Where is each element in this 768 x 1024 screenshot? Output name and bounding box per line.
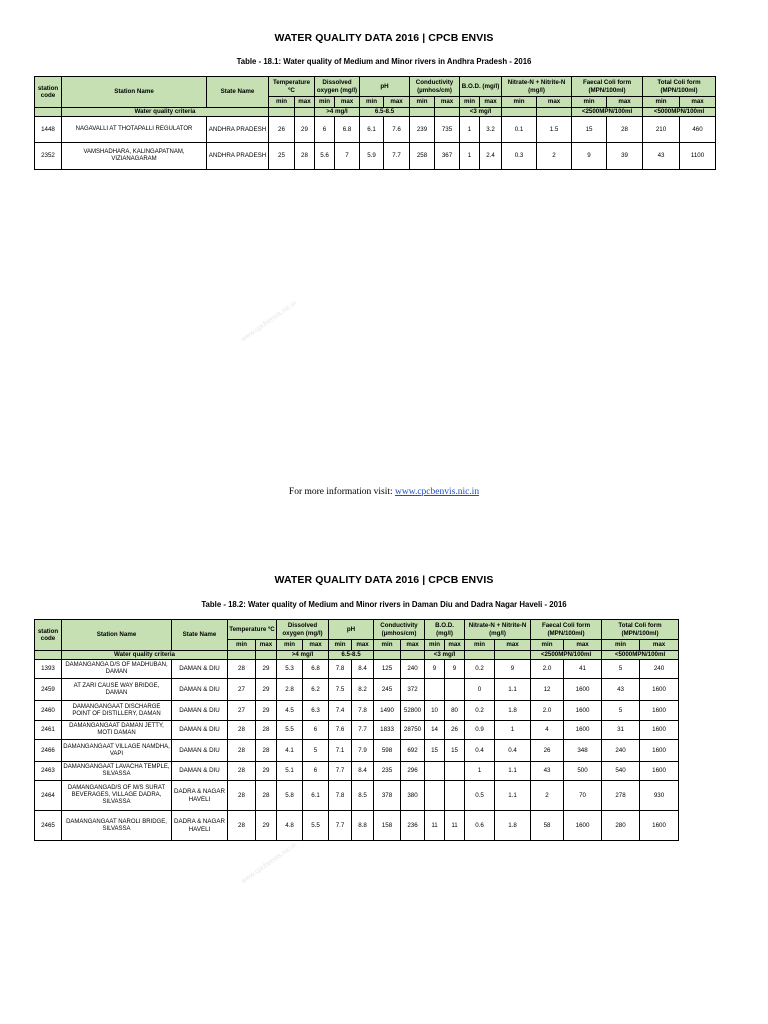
value-cell: 7.1 [329, 740, 352, 762]
value-cell: 80 [445, 701, 465, 721]
value-cell: 29 [256, 701, 277, 721]
criteria-total: <5000MPN/100ml [643, 108, 716, 117]
header-max: max [537, 97, 572, 108]
station-code: 2461 [35, 721, 62, 740]
criteria-empty [465, 651, 495, 660]
criteria-empty [435, 108, 460, 117]
value-cell: 7.5 [329, 679, 352, 701]
header-ph: pH [329, 620, 374, 640]
station-name: DAMANGANGAAT LAVACHA TEMPLE, SILVASSA [62, 762, 172, 781]
value-cell: 1600 [640, 762, 679, 781]
value-cell: 10 [425, 701, 445, 721]
header-max: max [303, 640, 329, 651]
header-conductivity: Conductivity (µmhos/cm) [374, 620, 425, 640]
table-row [35, 117, 716, 143]
value-cell: 15 [572, 117, 607, 143]
header-nitrate: Nitrate-N + Nitrite-N (mg/l) [465, 620, 531, 640]
value-cell: 6 [303, 762, 329, 781]
header-min: min [329, 640, 352, 651]
station-name: DAMANGANGA D/S OF MADHUBAN, DAMAN [62, 660, 172, 679]
value-cell: 26 [531, 740, 564, 762]
criteria-bod: <3 mg/l [460, 108, 502, 117]
header-conductivity: Conductivity (µmhos/cm) [410, 77, 460, 97]
value-cell: 1600 [564, 701, 602, 721]
header-station-name: Station Name [62, 77, 207, 108]
state-name: ANDHRA PRADESH [207, 117, 269, 143]
header-min: min [269, 97, 295, 108]
header-min: min [465, 640, 495, 651]
station-code: 1448 [35, 117, 62, 143]
value-cell: 245 [374, 679, 401, 701]
value-cell: 1600 [640, 811, 679, 841]
criteria-empty [537, 108, 572, 117]
value-cell: 9 [572, 143, 607, 170]
state-name: DADRA & NAGAR HAVELI [172, 781, 228, 811]
value-cell: 1600 [564, 721, 602, 740]
value-cell: 29 [256, 811, 277, 841]
value-cell: 7.7 [329, 762, 352, 781]
station-code: 2466 [35, 740, 62, 762]
value-cell: 43 [643, 143, 680, 170]
value-cell: 5.8 [277, 781, 303, 811]
value-cell: 2 [531, 781, 564, 811]
value-cell: 7.6 [329, 721, 352, 740]
value-cell: 5.1 [277, 762, 303, 781]
state-name: DAMAN & DIU [172, 740, 228, 762]
value-cell: 0.2 [465, 701, 495, 721]
value-cell: 28 [228, 740, 256, 762]
value-cell: 5.6 [315, 143, 335, 170]
table-title-2: Table - 18.2: Water quality of Medium and Minor rivers in Daman Diu and Dadra Nagar Haveli - 2016 [201, 600, 567, 609]
value-cell: 28 [295, 143, 315, 170]
header-max: max [352, 640, 374, 651]
header-max: max [480, 97, 502, 108]
criteria-total: <5000MPN/100ml [602, 651, 679, 660]
header-nitrate: Nitrate-N + Nitrite-N (mg/l) [502, 77, 572, 97]
value-cell: 7.8 [329, 660, 352, 679]
value-cell: 28 [607, 117, 643, 143]
header-max: max [564, 640, 602, 651]
header-min: min [277, 640, 303, 651]
criteria-ph: 6.5-8.5 [360, 108, 410, 117]
value-cell: 28 [256, 740, 277, 762]
value-cell: 6.8 [335, 117, 360, 143]
value-cell [445, 781, 465, 811]
criteria-empty [502, 108, 537, 117]
value-cell: 1 [465, 762, 495, 781]
state-name: ANDHRA PRADESH [207, 143, 269, 170]
criteria-empty [410, 108, 435, 117]
value-cell: 31 [602, 721, 640, 740]
header-min: min [425, 640, 445, 651]
header-max: max [495, 640, 531, 651]
value-cell: 1490 [374, 701, 401, 721]
watermark: www.cpcbenvis.nic.in [239, 299, 299, 344]
value-cell: 5 [303, 740, 329, 762]
value-cell: 1600 [640, 740, 679, 762]
value-cell: 158 [374, 811, 401, 841]
station-name: AT ZARI CAUSE WAY BRIDGE, DAMAN [62, 679, 172, 701]
value-cell: 1.8 [495, 811, 531, 841]
value-cell: 12 [531, 679, 564, 701]
criteria-empty [374, 651, 401, 660]
value-cell: 7.4 [329, 701, 352, 721]
value-cell: 8.8 [352, 811, 374, 841]
value-cell: 7.6 [384, 117, 410, 143]
value-cell: 2.0 [531, 660, 564, 679]
value-cell: 367 [435, 143, 460, 170]
state-name: DAMAN & DIU [172, 762, 228, 781]
value-cell: 1600 [564, 811, 602, 841]
value-cell: 7.7 [352, 721, 374, 740]
header-faecal: Faecal Coli form (MPN/100ml) [572, 77, 643, 97]
value-cell: 6.8 [303, 660, 329, 679]
header-max: max [256, 640, 277, 651]
value-cell: 8.4 [352, 660, 374, 679]
value-cell: 6.3 [303, 701, 329, 721]
value-cell: 380 [401, 781, 425, 811]
header-station-code: station code [35, 620, 62, 651]
value-cell: 70 [564, 781, 602, 811]
header-max: max [335, 97, 360, 108]
criteria-empty [35, 651, 62, 660]
value-cell: 240 [640, 660, 679, 679]
header-min: min [502, 97, 537, 108]
value-cell: 28 [228, 721, 256, 740]
value-cell: 258 [410, 143, 435, 170]
header-min: min [315, 97, 335, 108]
value-cell: 6 [303, 721, 329, 740]
value-cell: 5.5 [277, 721, 303, 740]
value-cell: 14 [425, 721, 445, 740]
value-cell: 1.1 [495, 762, 531, 781]
value-cell: 11 [425, 811, 445, 841]
value-cell: 8.2 [352, 679, 374, 701]
value-cell: 1.8 [495, 701, 531, 721]
station-name: DAMANGANGAAT DAMAN JETTY, MOTI DAMAN [62, 721, 172, 740]
header-max: max [680, 97, 716, 108]
water-quality-table-2 [34, 619, 679, 841]
header-max: max [607, 97, 643, 108]
value-cell: 1 [460, 117, 480, 143]
value-cell: 125 [374, 660, 401, 679]
value-cell: 11 [445, 811, 465, 841]
value-cell: 236 [401, 811, 425, 841]
value-cell: 41 [564, 660, 602, 679]
value-cell: 8.4 [352, 762, 374, 781]
value-cell: 2.4 [480, 143, 502, 170]
value-cell: 500 [564, 762, 602, 781]
value-cell: 52800 [401, 701, 425, 721]
value-cell: 28 [228, 762, 256, 781]
header-min: min [643, 97, 680, 108]
header-station-code: station code [35, 77, 62, 108]
criteria-empty [495, 651, 531, 660]
value-cell: 0.9 [465, 721, 495, 740]
value-cell: 1600 [640, 701, 679, 721]
header-max: max [295, 97, 315, 108]
value-cell: 2.8 [277, 679, 303, 701]
header-total-coli: Total Coli form (MPN/100ml) [602, 620, 679, 640]
station-name: NAGAVALLI AT THOTAPALLI REGULATOR [62, 117, 207, 143]
state-name: DAMAN & DIU [172, 679, 228, 701]
header-min: min [602, 640, 640, 651]
header-max: max [401, 640, 425, 651]
value-cell: 0 [465, 679, 495, 701]
station-name: DAMANGANGAAT VILLAGE NAMDHA, VAPI [62, 740, 172, 762]
header-max: max [640, 640, 679, 651]
value-cell: 460 [680, 117, 716, 143]
station-code: 2463 [35, 762, 62, 781]
value-cell: 1600 [564, 679, 602, 701]
header-dissolved-oxygen: Dissolved oxygen (mg/l) [277, 620, 329, 640]
header-max: max [445, 640, 465, 651]
station-code: 2352 [35, 143, 62, 170]
value-cell: 9 [425, 660, 445, 679]
value-cell: 598 [374, 740, 401, 762]
value-cell: 26 [445, 721, 465, 740]
value-cell: 4 [531, 721, 564, 740]
criteria-empty [256, 651, 277, 660]
value-cell: 9 [495, 660, 531, 679]
value-cell: 15 [445, 740, 465, 762]
value-cell: 1.1 [495, 679, 531, 701]
value-cell: 239 [410, 117, 435, 143]
value-cell: 735 [435, 117, 460, 143]
state-name: DADRA & NAGAR HAVELI [172, 811, 228, 841]
value-cell: 930 [640, 781, 679, 811]
value-cell: 0.3 [502, 143, 537, 170]
header-min: min [572, 97, 607, 108]
header-min: min [531, 640, 564, 651]
value-cell: 7.7 [384, 143, 410, 170]
value-cell: 5 [602, 701, 640, 721]
value-cell: 240 [602, 740, 640, 762]
station-name: DAMANGANGAD/S OF M/S SURAT BEVERAGES, VILLAGE DADRA, SILVASSA [62, 781, 172, 811]
header-max: max [384, 97, 410, 108]
value-cell: 1.5 [537, 117, 572, 143]
value-cell: 43 [531, 762, 564, 781]
value-cell: 2.0 [531, 701, 564, 721]
station-code: 2459 [35, 679, 62, 701]
station-name: DAMANGANGAAT DISCHARGE POINT OF DISTILLERY, DAMAN [62, 701, 172, 721]
table-row [35, 740, 679, 762]
criteria-empty [269, 108, 295, 117]
value-cell: 6.2 [303, 679, 329, 701]
value-cell: 5.3 [277, 660, 303, 679]
header-temperature: Temperature ºC [228, 620, 277, 640]
value-cell: 4.1 [277, 740, 303, 762]
page-title-1: WATER QUALITY DATA 2016 | CPCB ENVIS [274, 32, 494, 44]
header-min: min [460, 97, 480, 108]
value-cell: 7 [335, 143, 360, 170]
footer-text: For more information visit: [288, 487, 395, 497]
value-cell: 278 [602, 781, 640, 811]
value-cell: 28750 [401, 721, 425, 740]
value-cell: 58 [531, 811, 564, 841]
value-cell: 2 [537, 143, 572, 170]
table-row [35, 660, 679, 679]
value-cell: 28 [228, 660, 256, 679]
value-cell: 29 [256, 679, 277, 701]
header-bod: B.O.D. (mg/l) [425, 620, 465, 640]
header-ph: pH [360, 77, 410, 97]
table-row [35, 701, 679, 721]
header-temperature: Temperature ºC [269, 77, 315, 97]
value-cell: 0.2 [465, 660, 495, 679]
footer [0, 487, 768, 497]
value-cell: 6.1 [303, 781, 329, 811]
table-title-1: Table - 18.1: Water quality of Medium and Minor rivers in Andhra Pradesh - 2016 [236, 57, 532, 66]
value-cell: 29 [295, 117, 315, 143]
value-cell: 296 [401, 762, 425, 781]
value-cell: 29 [256, 762, 277, 781]
value-cell: 1 [460, 143, 480, 170]
header-min: min [410, 97, 435, 108]
value-cell: 29 [256, 660, 277, 679]
header-faecal: Faecal Coli form (MPN/100ml) [531, 620, 602, 640]
state-name: DAMAN & DIU [172, 721, 228, 740]
criteria-ph: 6.5-8.5 [329, 651, 374, 660]
value-cell: 27 [228, 679, 256, 701]
value-cell: 5.5 [303, 811, 329, 841]
value-cell: 4.5 [277, 701, 303, 721]
value-cell [425, 679, 445, 701]
value-cell: 1600 [640, 721, 679, 740]
header-state-name: State Name [207, 77, 269, 108]
value-cell: 7.8 [352, 701, 374, 721]
header-min: min [374, 640, 401, 651]
header-min: min [228, 640, 256, 651]
value-cell: 3.2 [480, 117, 502, 143]
station-code: 1393 [35, 660, 62, 679]
criteria-faecal: <2500MPN/100ml [531, 651, 602, 660]
criteria-label: Water quality criteria [62, 108, 269, 117]
value-cell: 240 [401, 660, 425, 679]
header-max: max [435, 97, 460, 108]
header-min: min [360, 97, 384, 108]
station-code: 2464 [35, 781, 62, 811]
value-cell: 6 [315, 117, 335, 143]
value-cell: 25 [269, 143, 295, 170]
value-cell: 8.5 [352, 781, 374, 811]
value-cell: 7.8 [329, 781, 352, 811]
value-cell: 1.1 [495, 781, 531, 811]
header-total-coli: Total Coli form (MPN/100ml) [643, 77, 716, 97]
station-code: 2460 [35, 701, 62, 721]
criteria-empty [228, 651, 256, 660]
value-cell: 0.1 [502, 117, 537, 143]
value-cell: 372 [401, 679, 425, 701]
value-cell [445, 679, 465, 701]
footer-link[interactable]: www.cpcbenvis.nic.in [395, 487, 480, 497]
value-cell: 27 [228, 701, 256, 721]
value-cell: 210 [643, 117, 680, 143]
page-title-2: WATER QUALITY DATA 2016 | CPCB ENVIS [274, 574, 494, 586]
value-cell: 0.4 [495, 740, 531, 762]
value-cell: 4.8 [277, 811, 303, 841]
header-bod: B.O.D. (mg/l) [460, 77, 502, 97]
state-name: DAMAN & DIU [172, 701, 228, 721]
value-cell: 28 [228, 781, 256, 811]
criteria-empty [35, 108, 62, 117]
criteria-label: Water quality criteria [62, 651, 228, 660]
table-row [35, 143, 716, 170]
value-cell: 348 [564, 740, 602, 762]
value-cell: 280 [602, 811, 640, 841]
value-cell: 26 [269, 117, 295, 143]
table-row [35, 721, 679, 740]
criteria-empty [295, 108, 315, 117]
value-cell: 0.6 [465, 811, 495, 841]
station-name: DAMANGANGAAT NAROLI BRIDGE, SILVASSA [62, 811, 172, 841]
station-code: 2465 [35, 811, 62, 841]
value-cell: 5.9 [360, 143, 384, 170]
state-name: DAMAN & DIU [172, 660, 228, 679]
value-cell: 692 [401, 740, 425, 762]
value-cell [425, 762, 445, 781]
value-cell: 28 [228, 811, 256, 841]
value-cell: 378 [374, 781, 401, 811]
value-cell: 43 [602, 679, 640, 701]
value-cell: 1100 [680, 143, 716, 170]
value-cell: 235 [374, 762, 401, 781]
value-cell: 540 [602, 762, 640, 781]
value-cell: 1 [495, 721, 531, 740]
value-cell: 39 [607, 143, 643, 170]
value-cell: 1600 [640, 679, 679, 701]
watermark-2: www.cpcbenvis.nic.in [239, 841, 299, 886]
criteria-bod: <3 mg/l [425, 651, 465, 660]
value-cell: 0.4 [465, 740, 495, 762]
table-row [35, 762, 679, 781]
table-row [35, 811, 679, 841]
value-cell: 0.5 [465, 781, 495, 811]
value-cell [445, 762, 465, 781]
value-cell: 7.7 [329, 811, 352, 841]
table-row [35, 781, 679, 811]
station-name: VAMSHADHARA, KALINGAPATNAM, VIZIANAGARAM [62, 143, 207, 170]
criteria-faecal: <2500MPN/100ml [572, 108, 643, 117]
value-cell: 9 [445, 660, 465, 679]
criteria-do: >4 mg/l [315, 108, 360, 117]
value-cell: 28 [256, 721, 277, 740]
value-cell: 15 [425, 740, 445, 762]
header-dissolved-oxygen: Dissolved oxygen (mg/l) [315, 77, 360, 97]
value-cell: 1833 [374, 721, 401, 740]
value-cell [425, 781, 445, 811]
criteria-empty [401, 651, 425, 660]
header-state-name: State Name [172, 620, 228, 651]
value-cell: 5 [602, 660, 640, 679]
water-quality-table-1 [34, 76, 716, 170]
criteria-do: >4 mg/l [277, 651, 329, 660]
value-cell: 6.1 [360, 117, 384, 143]
value-cell: 28 [256, 781, 277, 811]
table-row [35, 679, 679, 701]
value-cell: 7.9 [352, 740, 374, 762]
header-station-name: Station Name [62, 620, 172, 651]
